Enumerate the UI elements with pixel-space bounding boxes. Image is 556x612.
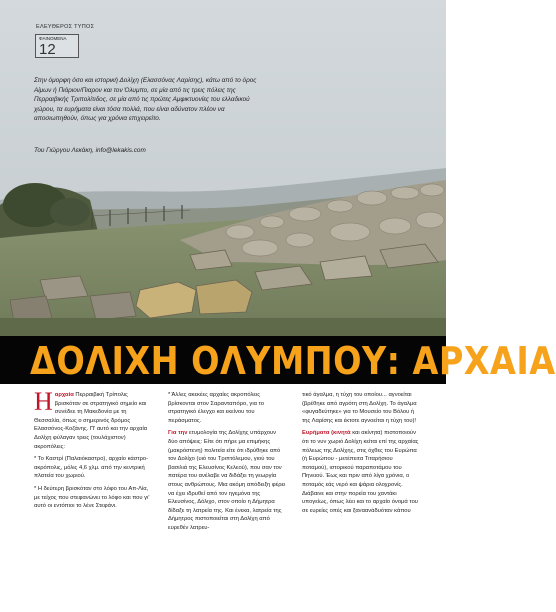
text-column-3 bbox=[302, 391, 420, 519]
drop-cap: Η bbox=[34, 387, 53, 416]
masthead bbox=[35, 24, 125, 58]
lead-in: Ευρήματα (κινητά bbox=[302, 430, 351, 437]
section-box bbox=[35, 34, 79, 58]
paragraph-text: Περραιβική Τρίπολις βρισκόταν σε στρατηγικό σημείο και συνέδεε τη Μακεδονία με τη Θεσσαλία, όπως ο σημερινός δρόμος Ελασσόνος-Κοζάνης. Π' αυτό και την αρχαία Δολίχη φύλαγαν τρεις (τουλάχιστον) ακροπόλεις: bbox=[34, 392, 148, 450]
paragraph bbox=[34, 387, 152, 451]
paragraph: τικό άγαλμα, η τύχη του οποίου... αγνοείται (βρέθηκε από αγρότη στη Δολίχη. Το άγαλμα «φυγαδεύτηκε» για το Μουσείο του Βόλου ή της Λαρίσης και έκτοτε αγνοείται η τύχη του)! bbox=[302, 392, 417, 424]
paragraph-text: ετυμολογία της Δολίχης υπάρχουν δύο απόψεις: Είτε ότι πήρε μα επιμήκης (μακρόστενη) πολιτεία είτε ότι ιδρύθηκε από τον Δολίχο (υιό του Τριπτόλεμου, γιού του βασιλιά της Ελευσίνος Κελεού), που σαν τον πατέρα του ανέλαβε να διδάξει τη γεωργία στους ανθρώπους. Μια ακόμη απόδειξη φέρει να έχει ιδρυθεί από τον ηγεμόνα της Ελευσίνος, Δόλιχο, στον οποίο η Δήμητρα δίδαξε τη λατρεία της. Και ένεκα, λατρεία της Δήμητρος πιστοποιείται στη Δολίχη από ευρεθέν λατρευ- bbox=[168, 430, 286, 531]
paragraph bbox=[302, 429, 420, 515]
paragraph: * Άλλες ακεκέες αρχαίες ακροπόλεις βρίσκονται στον Σαρανταπόρο, για το στρατηγικό έλεγχο και εκείνου του περάσματος. bbox=[168, 392, 265, 424]
paragraph: * Το Καστρί (Παλαιόκαστρο), αρχαίο κάστρο-ακρόπολις, μόλις 4,6 χλμ. από την κεντρική πλατεία του χωριού. bbox=[34, 456, 149, 480]
lead-in: αρχαία bbox=[54, 392, 74, 398]
text-column-2 bbox=[168, 391, 286, 537]
paragraph-text: και ακίνητα) πιστοποιούν ότι το νυν χωριό Δολίχη κείται επί της αρχαίας πόλεως της Δολίχης, στις όχθες του Ευρώπα (ή Ευρώπου - μετέπειτα Τιταρήσιου ποταμού), ιστορικού παραποτάμου του Πηνειού. Έως και πριν από λίγα χρόνια, ο ποταμός εάς νερό και ψάρια ολοχρονίς. Διάβαινε και στην πορεία του χαντάκι υπογείως, όπως λέει και το αρχαίο όνομά του σε ευρείες οπές και ξαναανάδυόταν κάπου bbox=[302, 430, 419, 514]
lead-in: Για την bbox=[168, 430, 188, 437]
byline: Του Γιώργου Λεκάκη, info@lekakis.com bbox=[34, 147, 146, 154]
page-number: 12 bbox=[39, 41, 56, 58]
intro-paragraph: Στην όμορφη όσο και ιστορική Δολίχη (Ελασσόνας Λαρίσης), κάτω από το όρος Αίμων ή Πιάριον/Πιαρον και τον Όλυμπο, σε μία από τις τρεις πόλεις της Περραιβικής Τριπολίτιδος, σε μία από τις πρώτες Αμφικτυονίες του ελλαδικού χώρου, τα ευρήματα είναι τόσα πολλά, που είναι αδύνατον πλέον να αποσιωπηθούν, όπως για χρόνια επιχειρείτο. bbox=[34, 77, 257, 123]
paragraph: * Η δεύτερη βρισκόταν στο λόφο του Απ-Λία, με τείχος που στεφανώνει το λόφο και που γι' αυτό οι εντόπιοι το λένε Στεφάνι. bbox=[34, 485, 150, 510]
newspaper-name: ΕΛΕΥΘΕΡΟΣ ΤΥΠΟΣ bbox=[36, 24, 95, 30]
text-column-1 bbox=[34, 387, 152, 515]
headline: ΔΟΛΙΧΗ ΟΛΥΜΠΟΥ: ΑΡΧΑΙΑ bbox=[30, 339, 556, 383]
section-label: ΦΑΙΝΟΜΕΝΑ bbox=[39, 36, 67, 41]
paragraph bbox=[168, 429, 286, 532]
